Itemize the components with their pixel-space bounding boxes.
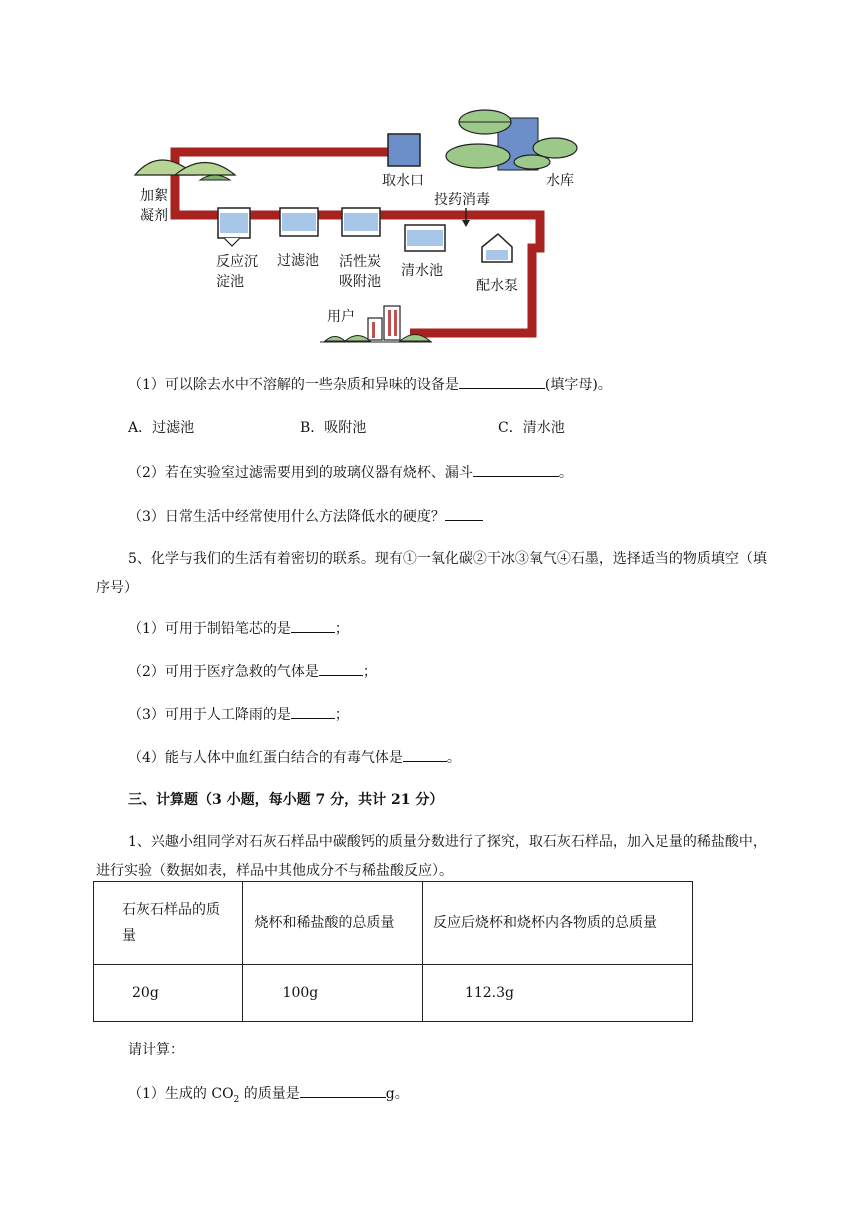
reaction-tank xyxy=(218,208,250,246)
table-cell xyxy=(422,965,692,1022)
calc1-prompt: 请计算： xyxy=(128,1042,184,1058)
q5-item-2 xyxy=(128,661,377,682)
q5-item-text: （2）可用于医疗急救的气体是 xyxy=(128,664,319,680)
q4-sub1-text: （1）可以除去水中不溶解的一些杂质和异味的设备是 xyxy=(128,377,459,393)
cell-text: 20g xyxy=(132,985,159,1001)
q4-sub1 xyxy=(128,374,612,395)
table-cell xyxy=(242,965,422,1022)
answer-blank[interactable] xyxy=(473,462,559,477)
carbon-tank xyxy=(342,208,380,236)
answer-blank[interactable] xyxy=(291,704,335,719)
clear-tank xyxy=(405,225,445,251)
q4-option-b: B．吸附池 xyxy=(300,420,367,436)
calc1-stem: 1、兴趣小组同学对石灰石样品中碳酸钙的质量分数进行了探究，取石灰石样品，加入足量的稀盐酸中，进行实验（数据如表，样品中其他成分不与稀盐酸反应）。 xyxy=(96,834,767,879)
q5-item-1 xyxy=(128,618,349,639)
q5-item-text: （4）能与人体中血红蛋白结合的有毒气体是 xyxy=(128,750,403,766)
q5-item-tail: ； xyxy=(334,707,349,723)
table-header-cell xyxy=(94,882,243,965)
table-header-row xyxy=(94,882,693,965)
header-text: 反应后烧杯和烧杯内各物质的总质量 xyxy=(432,915,657,931)
calc1-sub1 xyxy=(128,1083,409,1110)
coagulant-label: 加絮 凝剂 xyxy=(140,188,168,224)
answer-blank[interactable] xyxy=(291,618,335,633)
header-text: 石灰石样品的质量 xyxy=(122,902,220,944)
calc1-sub1-mid: 的质量是 xyxy=(239,1086,300,1102)
answer-blank[interactable] xyxy=(459,374,545,389)
table-cell xyxy=(94,965,243,1022)
users-label: 用户 xyxy=(327,309,355,325)
q4-sub3-text: （3）日常生活中经常使用什么方法降低水的硬度？ xyxy=(128,509,445,525)
q4-sub2-text: （2）若在实验室过滤需要用到的玻璃仪器有烧杯、漏斗 xyxy=(128,465,473,481)
q5-item-4 xyxy=(128,747,461,768)
q5-item-3 xyxy=(128,704,349,725)
table-header-cell xyxy=(242,882,422,965)
table-header-cell xyxy=(422,882,692,965)
answer-blank[interactable] xyxy=(403,747,447,762)
q5-stem: 5、化学与我们的生活有着密切的联系。现有①一氧化碳②干冰③氧气④石墨，选择适当的物质填空（填序号） xyxy=(96,551,767,596)
table-row xyxy=(94,965,693,1022)
q4-sub3 xyxy=(128,506,483,527)
q4-sub1-tail: (填字母)。 xyxy=(544,377,612,393)
q4-sub2-tail: 。 xyxy=(558,465,573,481)
answer-blank[interactable] xyxy=(445,506,483,521)
section-3-heading: 三、计算题（3 小题，每小题 7 分，共计 21 分） xyxy=(128,792,444,808)
q4-sub2 xyxy=(128,462,573,483)
dosing-label: 投药消毒 xyxy=(434,192,490,208)
coagulant-hill xyxy=(135,160,235,180)
q5-item-text: （1）可用于制铅笔芯的是 xyxy=(128,621,291,637)
cell-text: 100g xyxy=(282,985,319,1001)
q4-option-c: C．清水池 xyxy=(498,420,565,436)
intake-label: 取水口 xyxy=(382,173,424,189)
reservoir-label: 水库 xyxy=(546,173,574,189)
q4-option-a: A．过滤池 xyxy=(128,420,195,436)
header-text: 烧杯和稀盐酸的总质量 xyxy=(254,915,395,931)
co2-subscript: 2 xyxy=(233,1094,240,1105)
data-table xyxy=(93,881,693,1022)
water-treatment-diagram xyxy=(120,100,590,350)
reservoir-graphic xyxy=(446,110,577,170)
q5-item-tail: 。 xyxy=(446,750,461,766)
clear-tank-label: 清水池 xyxy=(401,263,443,279)
calc1-sub1-tail: g。 xyxy=(385,1086,409,1102)
q5-item-tail: ； xyxy=(334,621,349,637)
q5-item-tail: ； xyxy=(362,664,377,680)
calc1-sub1-text: （1）生成的 CO xyxy=(128,1086,234,1102)
pump-graphic xyxy=(482,234,512,262)
filter-tank-label: 过滤池 xyxy=(277,253,319,269)
answer-blank[interactable] xyxy=(319,661,363,676)
q5-item-text: （3）可用于人工降雨的是 xyxy=(128,707,291,723)
reaction-tank-label: 反应沉 淀池 xyxy=(216,254,258,290)
carbon-tank-label: 活性炭 吸附池 xyxy=(339,254,381,290)
filter-tank xyxy=(280,208,318,236)
answer-blank[interactable] xyxy=(300,1083,386,1098)
cell-text: 112.3g xyxy=(464,985,514,1001)
pump-label: 配水泵 xyxy=(476,278,518,294)
diagram-graphic xyxy=(120,100,590,350)
intake-box xyxy=(388,134,420,166)
